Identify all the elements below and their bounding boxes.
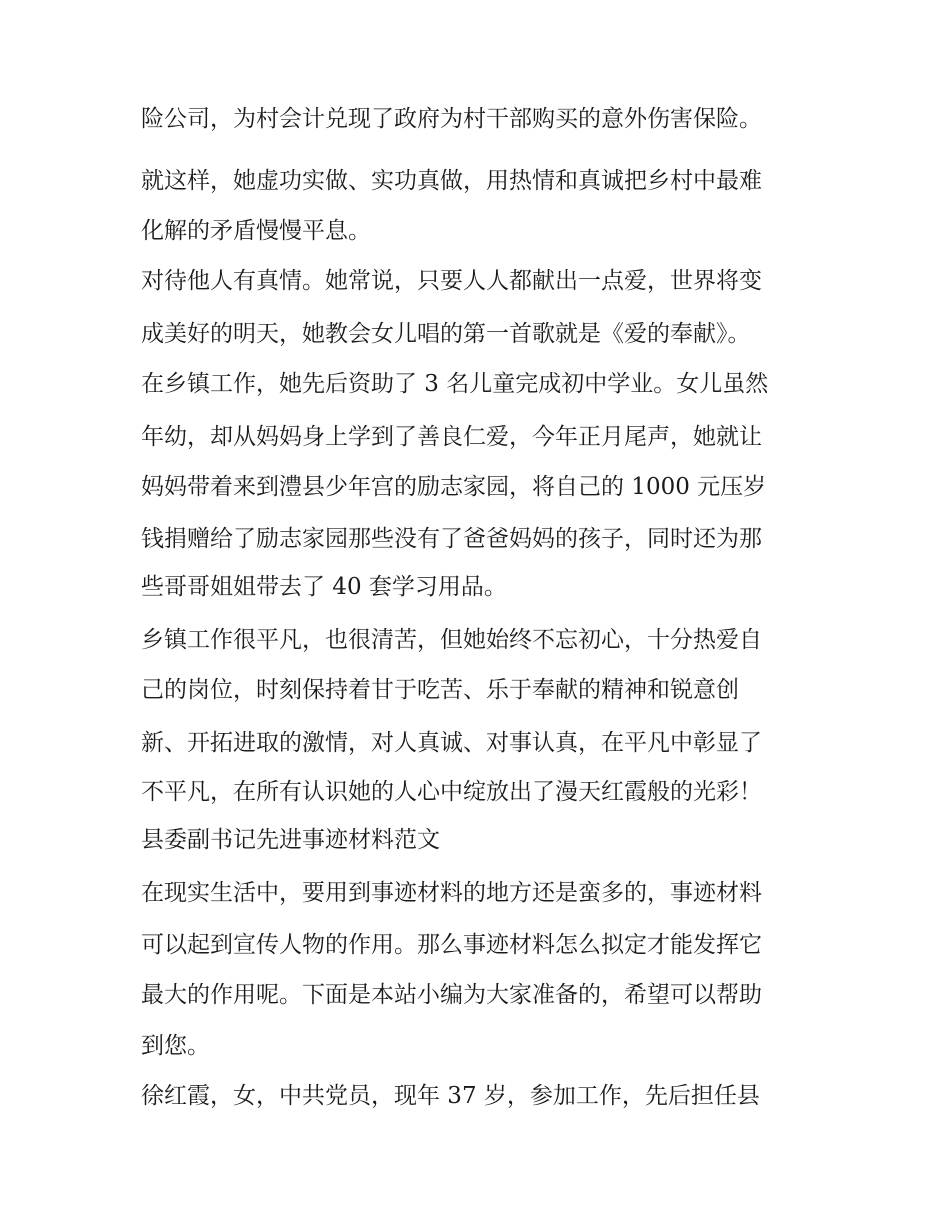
text-line: 新、开拓进取的激情，对人真诚、对事认真，在平凡中彰显了 — [141, 730, 762, 756]
text-line: 就这样，她虚功实做、实功真做，用热情和真诚把乡村中最难 — [141, 168, 762, 194]
text-line: 己的岗位，时刻保持着甘于吃苦、乐于奉献的精神和锐意创 — [141, 677, 739, 703]
text-line: 年幼，却从妈妈身上学到了善良仁爱，今年正月尾声，她就让 — [141, 424, 762, 450]
text-line: 险公司，为村会计兑现了政府为村干部购买的意外伤害保险。 — [141, 106, 762, 132]
text-line: 对待他人有真情。她常说，只要人人都献出一点爱，世界将变 — [141, 268, 762, 294]
text-line: 成美好的明天，她教会女儿唱的第一首歌就是《爱的奉献》。 — [141, 321, 751, 347]
text-line: 在乡镇工作，她先后资助了 3 名儿童完成初中学业。女儿虽然 — [141, 371, 769, 397]
text-line: 乡镇工作很平凡，也很清苦，但她始终不忘初心，十分热爱自 — [141, 627, 762, 653]
text-line: 最大的作用呢。下面是本站小编为大家准备的，希望可以帮助 — [141, 982, 762, 1008]
text-line: 妈妈带着来到澧县少年宫的励志家园，将自己的 1000 元压岁 — [141, 474, 767, 500]
text-line: 到您。 — [141, 1033, 210, 1059]
text-line: 些哥哥姐姐带去了 40 套学习用品。 — [141, 574, 507, 600]
text-line: 化解的矛盾慢慢平息。 — [141, 218, 371, 244]
text-line: 在现实生活中，要用到事迹材料的地方还是蛮多的，事迹材料 — [141, 880, 762, 906]
section-heading: 县委副书记先进事迹材料范文 — [141, 827, 440, 853]
text-line: 不平凡，在所有认识她的人心中绽放出了漫天红霞般的光彩！ — [141, 779, 762, 805]
text-line: 徐红霞，女，中共党员，现年 37 岁，参加工作，先后担任县 — [141, 1083, 760, 1109]
text-line: 可以起到宣传人物的作用。那么事迹材料怎么拟定才能发挥它 — [141, 932, 762, 958]
text-line: 钱捐赠给了励志家园那些没有了爸爸妈妈的孩子，同时还为那 — [141, 526, 762, 552]
